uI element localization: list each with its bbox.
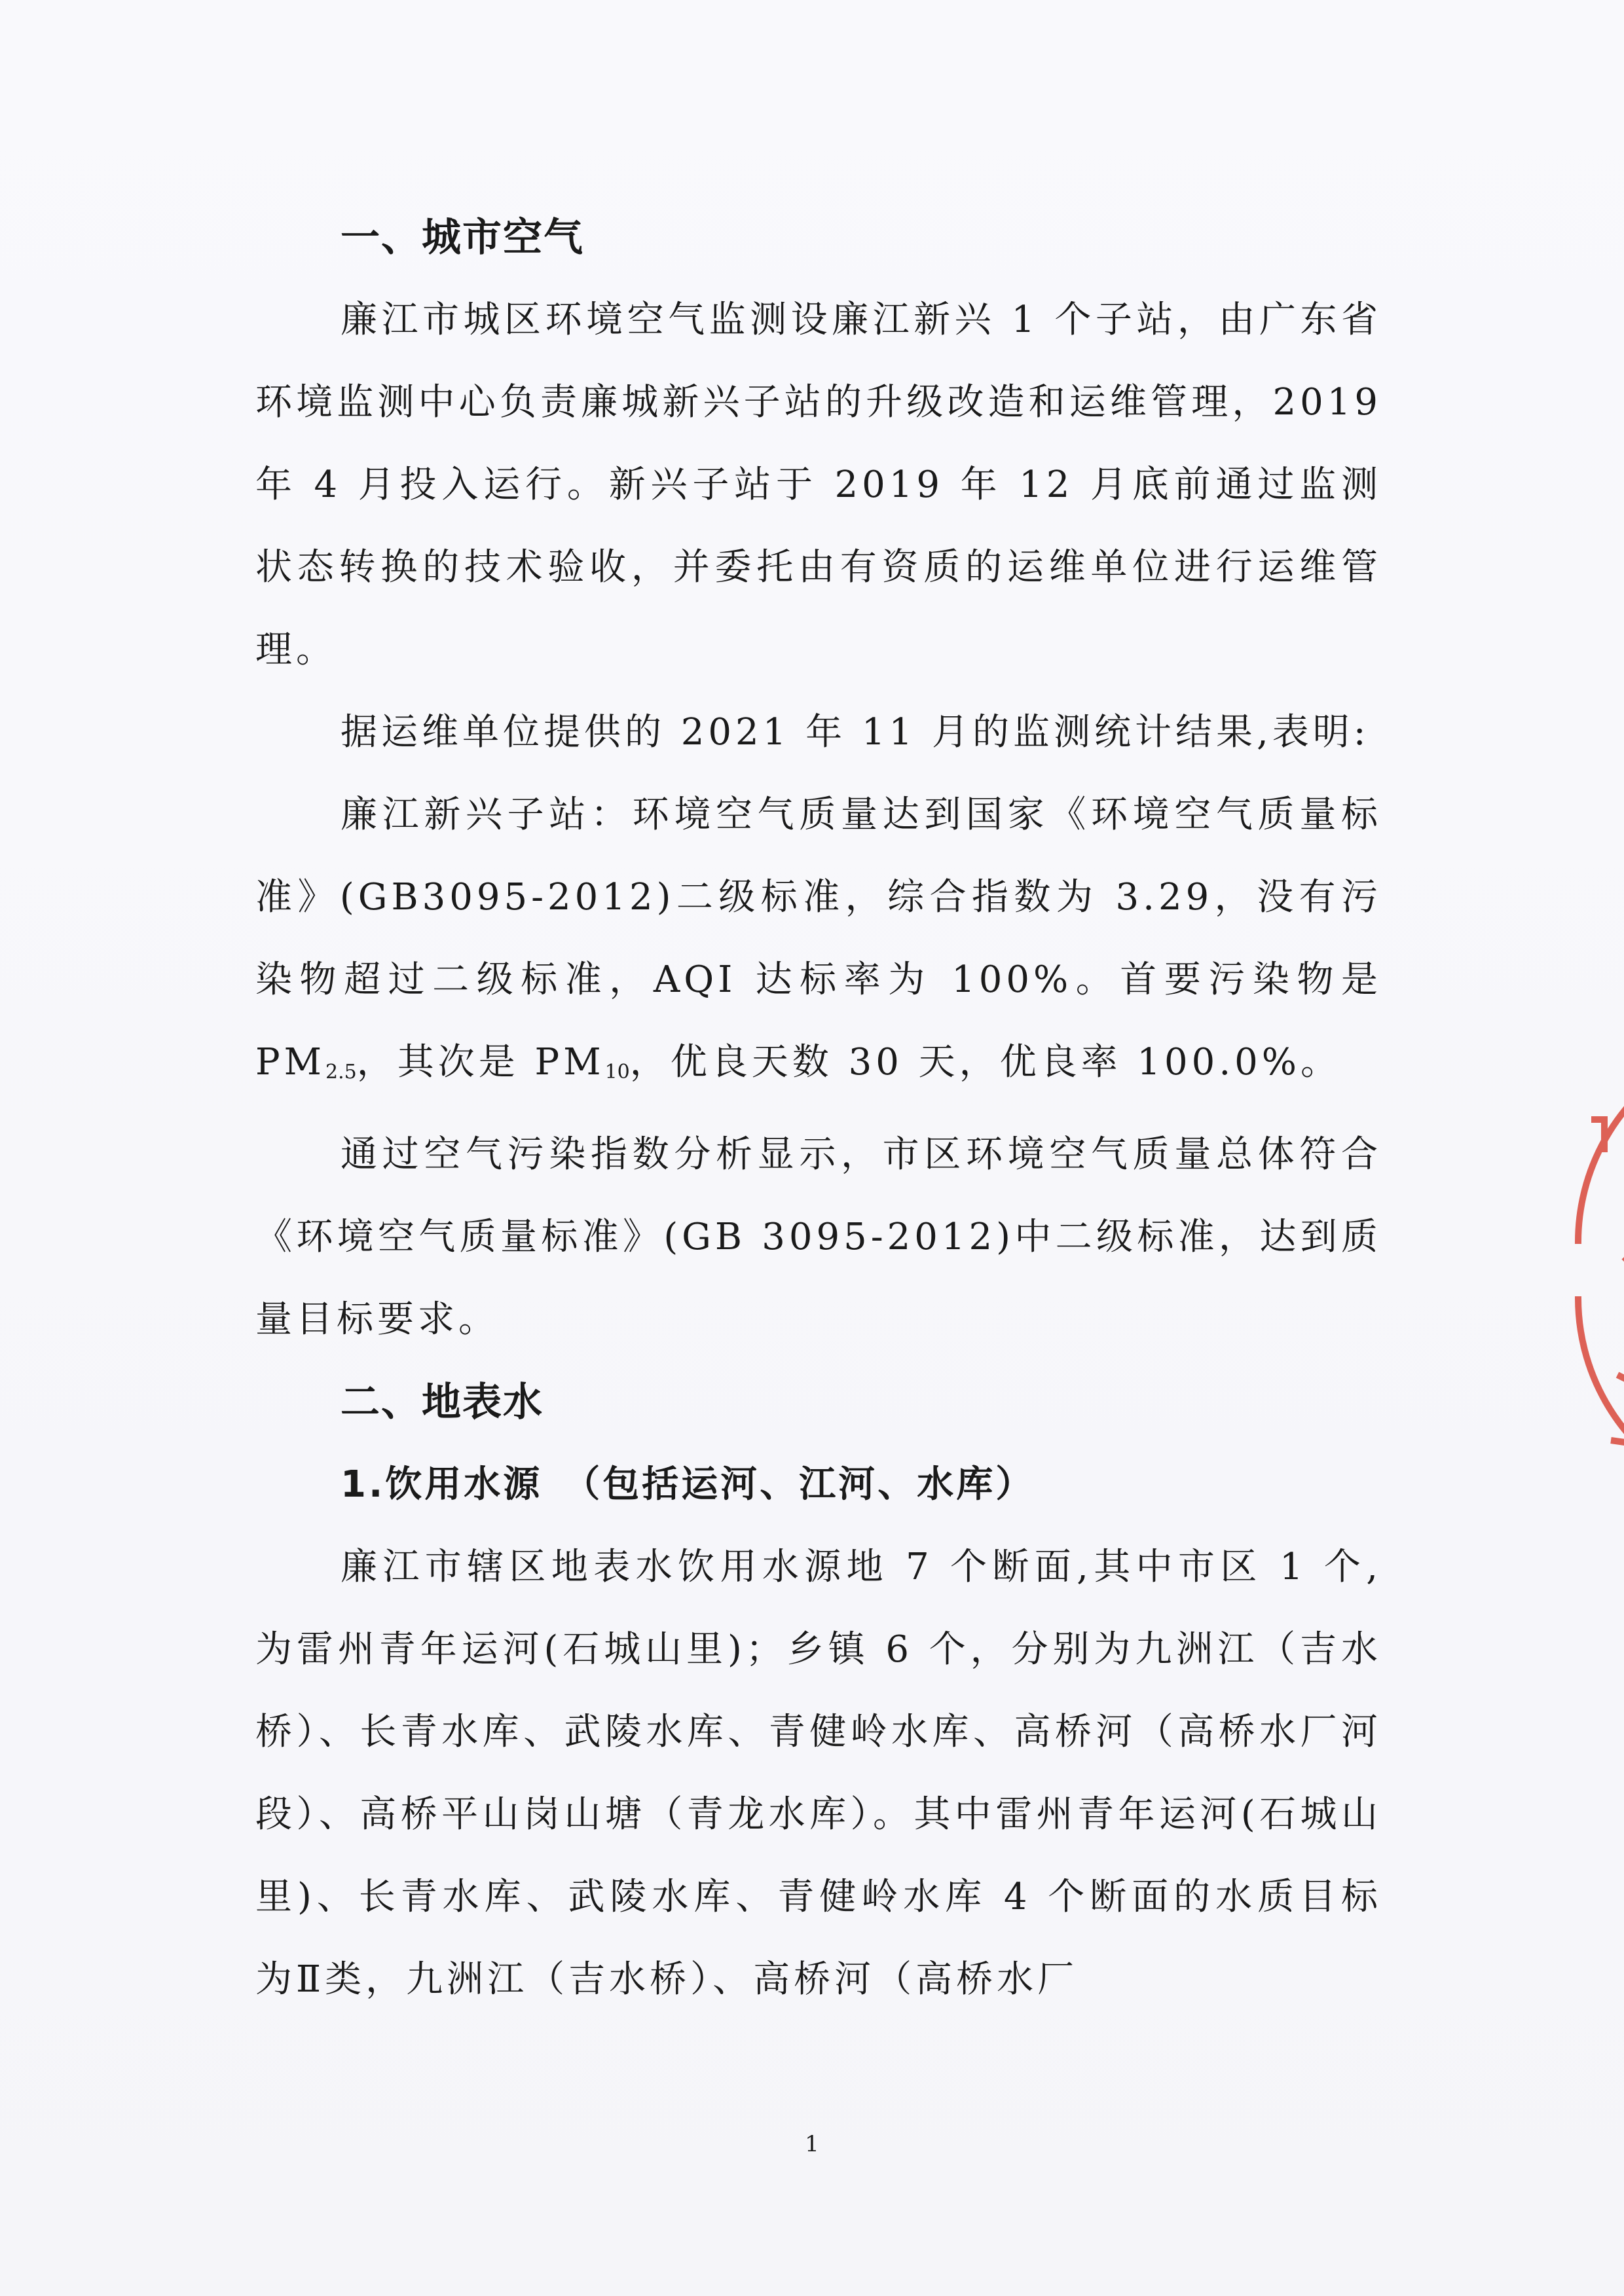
- subheading-drinking-water: 1.饮用水源 （包括运河、江河、水库）: [341, 1463, 1035, 1506]
- paragraph-air-conclusion: 通过空气污染指数分析显示，市区环境空气质量总体符合《环境空气质量标准》(GB 3095-2012)中二级标准，达到质量目标要求。: [255, 1133, 1382, 1341]
- pm25-subscript: 2.5: [325, 1061, 357, 1084]
- paragraph-station-intro: 廉江市城区环境空气监测设廉江新兴 1 个子站，由广东省环境监测中心负责廉城新兴子站的升级改造和运维管理，2019 年 4 月投入运行。新兴子站于 2019 年 12 月底前通过监测状态转换的技术验收，并委托由有资质的运维单位进行运维管理。: [255, 299, 1382, 671]
- paragraph-drinking-water: 廉江市辖区地表水饮用水源地 7 个断面,其中市区 1 个,为雷州青年运河(石城山里)；乡镇 6 个，分别为九洲江（吉水桥）、长青水库、武陵水库、青健岭水库、高桥河（高桥水厂河段）、高桥平山岗山塘（青龙水库）。其中雷州青年运河(石城山里)、长青水库、武陵水库、青健岭水库 4 个断面的水质目标为Ⅱ类，九洲江（吉水桥）、高桥河（高桥水厂: [255, 1546, 1382, 2001]
- pm10-subscript: 10: [604, 1061, 630, 1084]
- station-result-text-2: ，其次是 PM: [356, 1041, 605, 1084]
- paragraph-data-source: 据运维单位提供的 2021 年 11 月的监测统计结果,表明:: [341, 711, 1370, 754]
- station-result-text-1: 廉江新兴子站：环境空气质量达到国家《环境空气质量标准》(GB3095-2012)二级标准，综合指数为 3.29，没有污染物超过二级标准，AQI 达标率为 100%。首要污染物是 PM: [255, 793, 1382, 1084]
- red-seal-icon: [1552, 1048, 1624, 1493]
- section-heading-surface-water: 二、地表水: [341, 1379, 544, 1425]
- station-result-text-3: ，优良天数 30 天，优良率 100.0%。: [629, 1041, 1341, 1084]
- paragraph-station-result: [255, 774, 1382, 1114]
- document-body: [255, 196, 1382, 2021]
- page-number: 1: [805, 2131, 819, 2157]
- section-heading-air: 一、城市空气: [341, 215, 584, 261]
